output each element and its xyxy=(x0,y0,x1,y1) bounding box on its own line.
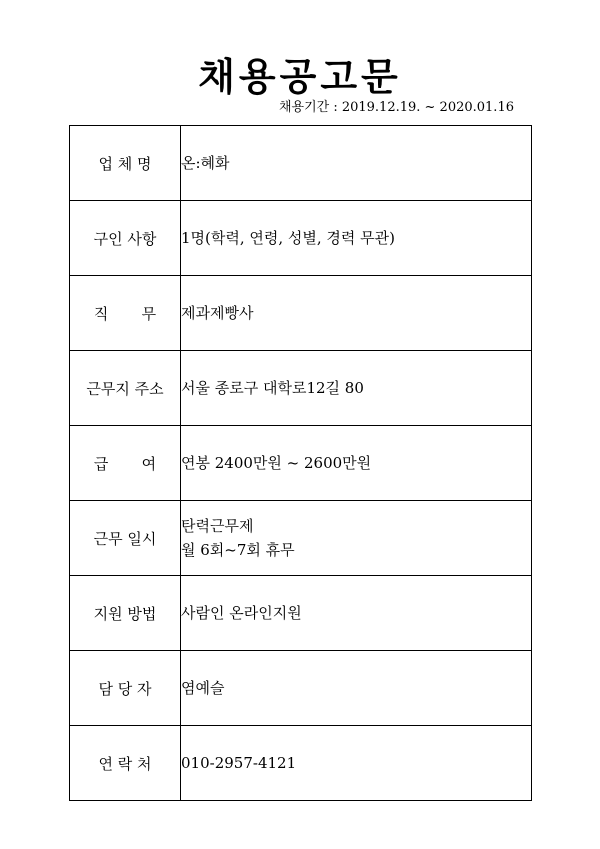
table-row xyxy=(70,276,532,351)
company-value: 온:혜화 xyxy=(181,126,532,201)
application-method-value: 사람인 온라인지원 xyxy=(181,576,532,651)
openings-label: 구인 사항 xyxy=(70,201,181,276)
table-row xyxy=(70,501,532,576)
phone-value: 010-2957-4121 xyxy=(181,726,532,801)
salary-label: 급 여 xyxy=(70,426,181,501)
work-schedule-label: 근무 일시 xyxy=(70,501,181,576)
work-schedule-line-1: 탄력근무제 xyxy=(181,517,254,535)
address-label: 근무지 주소 xyxy=(70,351,181,426)
table-row xyxy=(70,201,532,276)
company-label: 업 체 명 xyxy=(70,126,181,201)
phone-label: 연 락 처 xyxy=(70,726,181,801)
table-row xyxy=(70,126,532,201)
page-title: 채용공고문 xyxy=(198,54,402,99)
salary-value: 연봉 2400만원 ~ 2600만원 xyxy=(181,426,532,501)
table-row xyxy=(70,726,532,801)
contact-person-label: 담 당 자 xyxy=(70,651,181,726)
address-value: 서울 종로구 대학로12길 80 xyxy=(181,351,532,426)
application-method-label: 지원 방법 xyxy=(70,576,181,651)
table-row xyxy=(70,351,532,426)
table-row xyxy=(70,426,532,501)
position-label: 직 무 xyxy=(70,276,181,351)
table-row xyxy=(70,576,532,651)
work-schedule-value xyxy=(181,501,532,576)
recruitment-period: 채용기간 : 2019.12.19. ~ 2020.01.16 xyxy=(278,100,514,115)
contact-person-value: 염예슬 xyxy=(181,651,532,726)
position-value: 제과제빵사 xyxy=(181,276,532,351)
table-row xyxy=(70,651,532,726)
openings-value: 1명(학력, 연령, 성별, 경력 무관) xyxy=(181,201,532,276)
work-schedule-line-2: 월 6회~7회 휴무 xyxy=(181,541,295,559)
job-posting-table xyxy=(69,125,532,801)
